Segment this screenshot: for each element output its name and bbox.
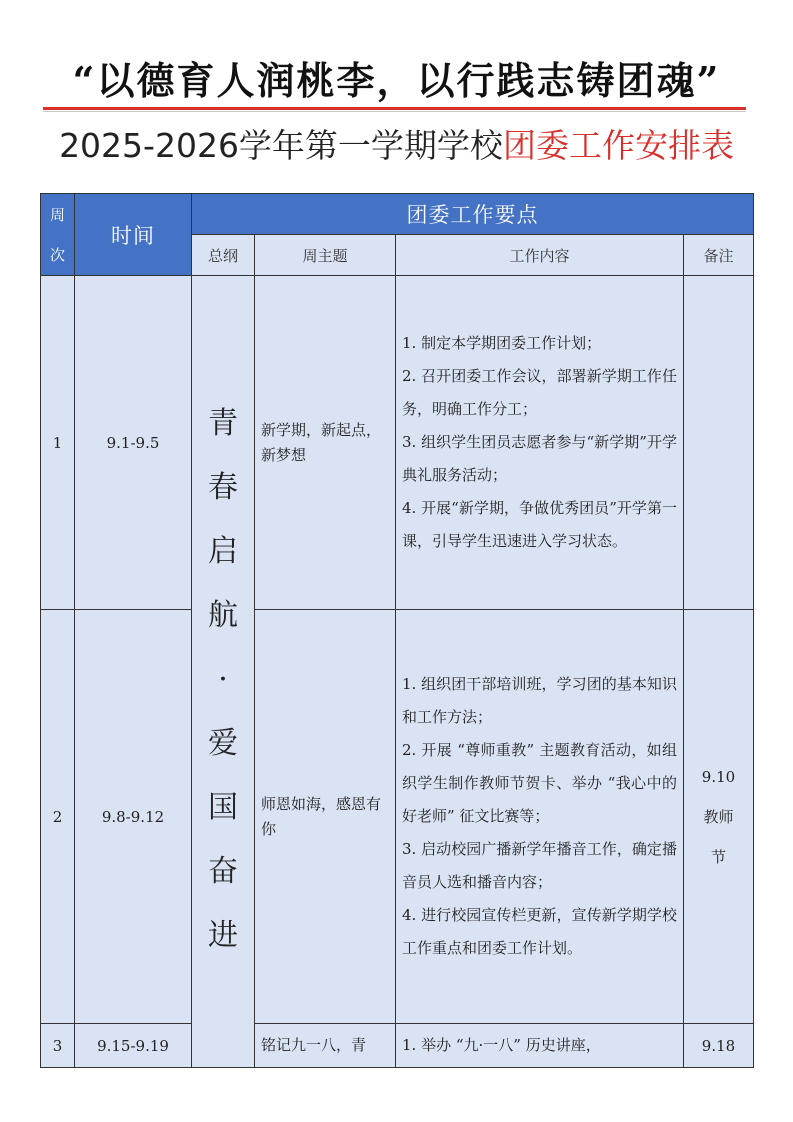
row-theme: 师恩如海，感恩有你 xyxy=(255,610,396,1024)
page-title xyxy=(0,120,793,167)
row-theme: 铭记九一八，青 xyxy=(255,1024,396,1068)
content-line: 1. 组织团干部培训班，学习团的基本知识和工作方法； xyxy=(402,675,677,726)
row-content xyxy=(396,1024,684,1068)
header-time: 时间 xyxy=(75,194,192,276)
content-line: 4. 开展“新学期，争做优秀团员”开学第一课，引导学生迅速进入学习状态。 xyxy=(402,499,677,550)
row-time: 9.1-9.5 xyxy=(75,276,192,610)
title-highlight: 团委工作安排表 xyxy=(502,126,734,165)
motto-heading: “以德育人润桃李，以行践志铸团魂” xyxy=(72,58,721,103)
header-work-points: 团委工作要点 xyxy=(192,194,754,235)
content-line: 4. 进行校园宣传栏更新，宣传新学期学校工作重点和团委工作计划。 xyxy=(402,906,677,957)
row-note xyxy=(684,610,754,1024)
row-week: 3 xyxy=(41,1024,75,1068)
subheader-theme: 周主题 xyxy=(255,235,396,276)
subheader-content: 工作内容 xyxy=(396,235,684,276)
table-row xyxy=(41,610,754,1024)
subheader-outline: 总纲 xyxy=(192,235,255,276)
row-content xyxy=(396,276,684,610)
row-theme: 新学期，新起点，新梦想 xyxy=(255,276,396,610)
row-week: 2 xyxy=(41,610,75,1024)
table-row xyxy=(41,276,754,610)
content-line: 3. 启动校园广播新学年播音工作，确定播音员人选和播音内容； xyxy=(402,840,677,891)
header-week-label: 周次 xyxy=(49,205,65,264)
table-row xyxy=(41,1024,754,1068)
work-plan-table xyxy=(40,193,754,1068)
content-line: 1. 举办 “九·一八” 历史讲座， xyxy=(402,1036,601,1054)
row-time: 9.15-9.19 xyxy=(75,1024,192,1068)
header-week xyxy=(41,194,75,276)
row-note xyxy=(684,276,754,610)
content-line: 2. 召开团委工作会议，部署新学期工作任务，明确工作分工； xyxy=(402,367,677,418)
content-line: 2. 开展 “尊师重教” 主题教育活动，如组织学生制作教师节贺卡、举办 “我心中的好老师” 征文比赛等； xyxy=(402,741,677,825)
row-note: 9.18 xyxy=(684,1024,754,1068)
row-week: 1 xyxy=(41,276,75,610)
outline-text: 青春启航·爱国奋进 xyxy=(208,406,238,953)
note-text: 9.10教师节 xyxy=(701,767,736,866)
content-line: 1. 制定本学期团委工作计划； xyxy=(402,334,602,352)
row-time: 9.8-9.12 xyxy=(75,610,192,1024)
row-content xyxy=(396,610,684,1024)
header-grey-rule xyxy=(43,111,746,112)
outline-cell xyxy=(192,276,255,1068)
header-row xyxy=(41,194,754,235)
header-red-rule xyxy=(43,107,746,110)
content-line: 3. 组织学生团员志愿者参与“新学期”开学典礼服务活动； xyxy=(402,433,677,484)
title-main: 2025-2026学年第一学期学校 xyxy=(59,126,503,165)
subheader-note: 备注 xyxy=(684,235,754,276)
